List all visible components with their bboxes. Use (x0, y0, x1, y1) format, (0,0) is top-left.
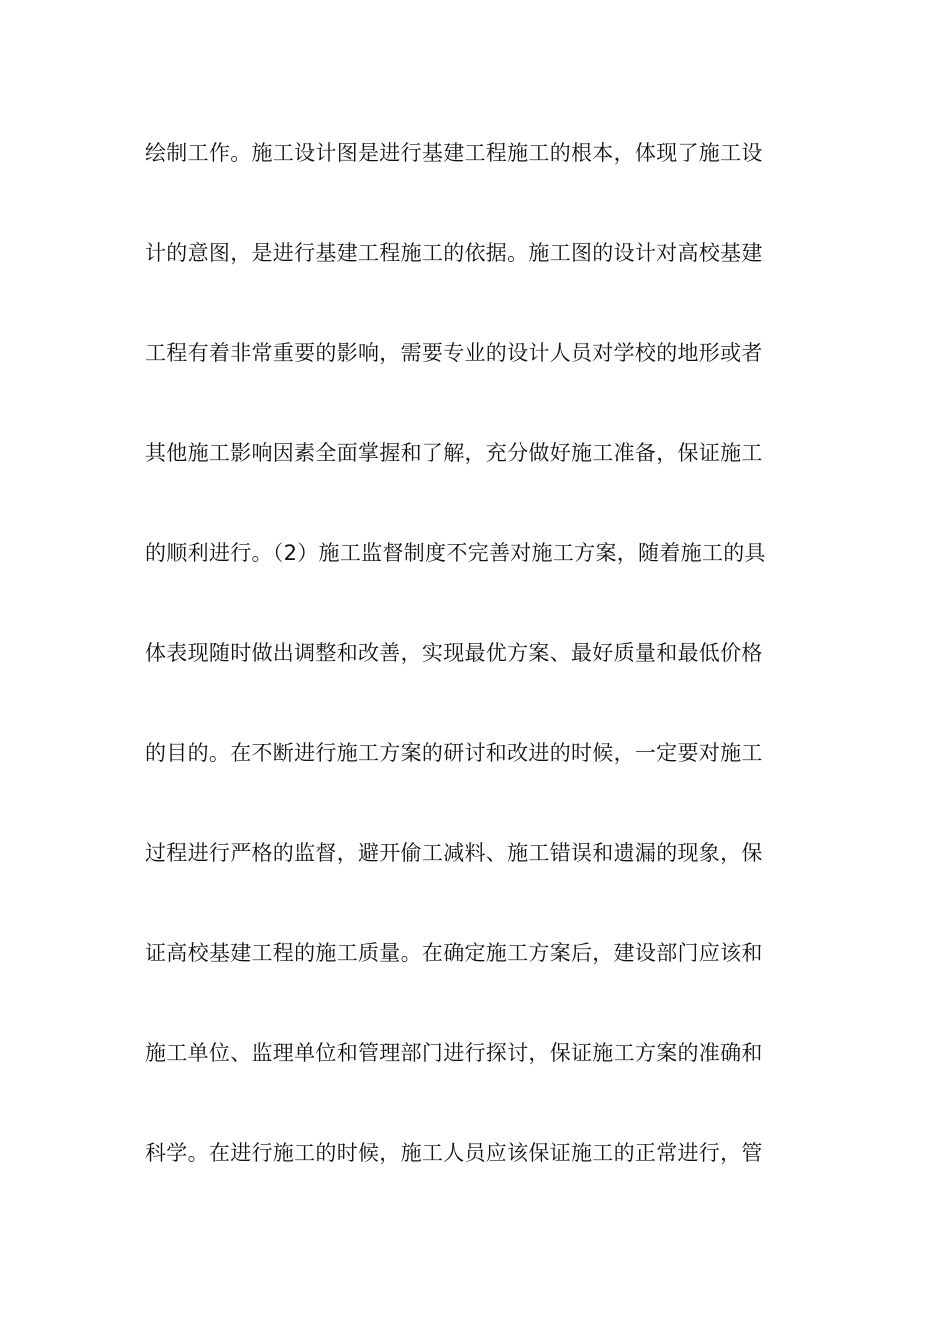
text-line: 体表现随时做出调整和改善，实现最优方案、最好质量和最低价格 (145, 641, 763, 665)
text-line: 其他施工影响因素全面掌握和了解，充分做好施工准备，保证施工 (145, 441, 763, 465)
text-line: 施工单位、监理单位和管理部门进行探讨，保证施工方案的准确和 (145, 1041, 763, 1065)
text-line: 过程进行严格的监督，避开偷工减料、施工错误和遗漏的现象，保 (145, 841, 763, 865)
text-line: 工程有着非常重要的影响，需要专业的设计人员对学校的地形或者 (145, 341, 763, 365)
body-text (145, 128, 810, 1228)
text-line: 科学。在进行施工的时候，施工人员应该保证施工的正常进行，管 (145, 1141, 763, 1165)
text-line: 绘制工作。施工设计图是进行基建工程施工的根本，体现了施工设 (145, 141, 763, 165)
text-line: 证高校基建工程的施工质量。在确定施工方案后，建设部门应该和 (145, 941, 763, 965)
text-line: 的顺利进行。（2）施工监督制度不完善对施工方案，随着施工的具 (145, 541, 766, 565)
text-line: 计的意图，是进行基建工程施工的依据。施工图的设计对高校基建 (145, 241, 763, 265)
text-line: 的目的。在不断进行施工方案的研讨和改进的时候，一定要对施工 (145, 741, 763, 765)
